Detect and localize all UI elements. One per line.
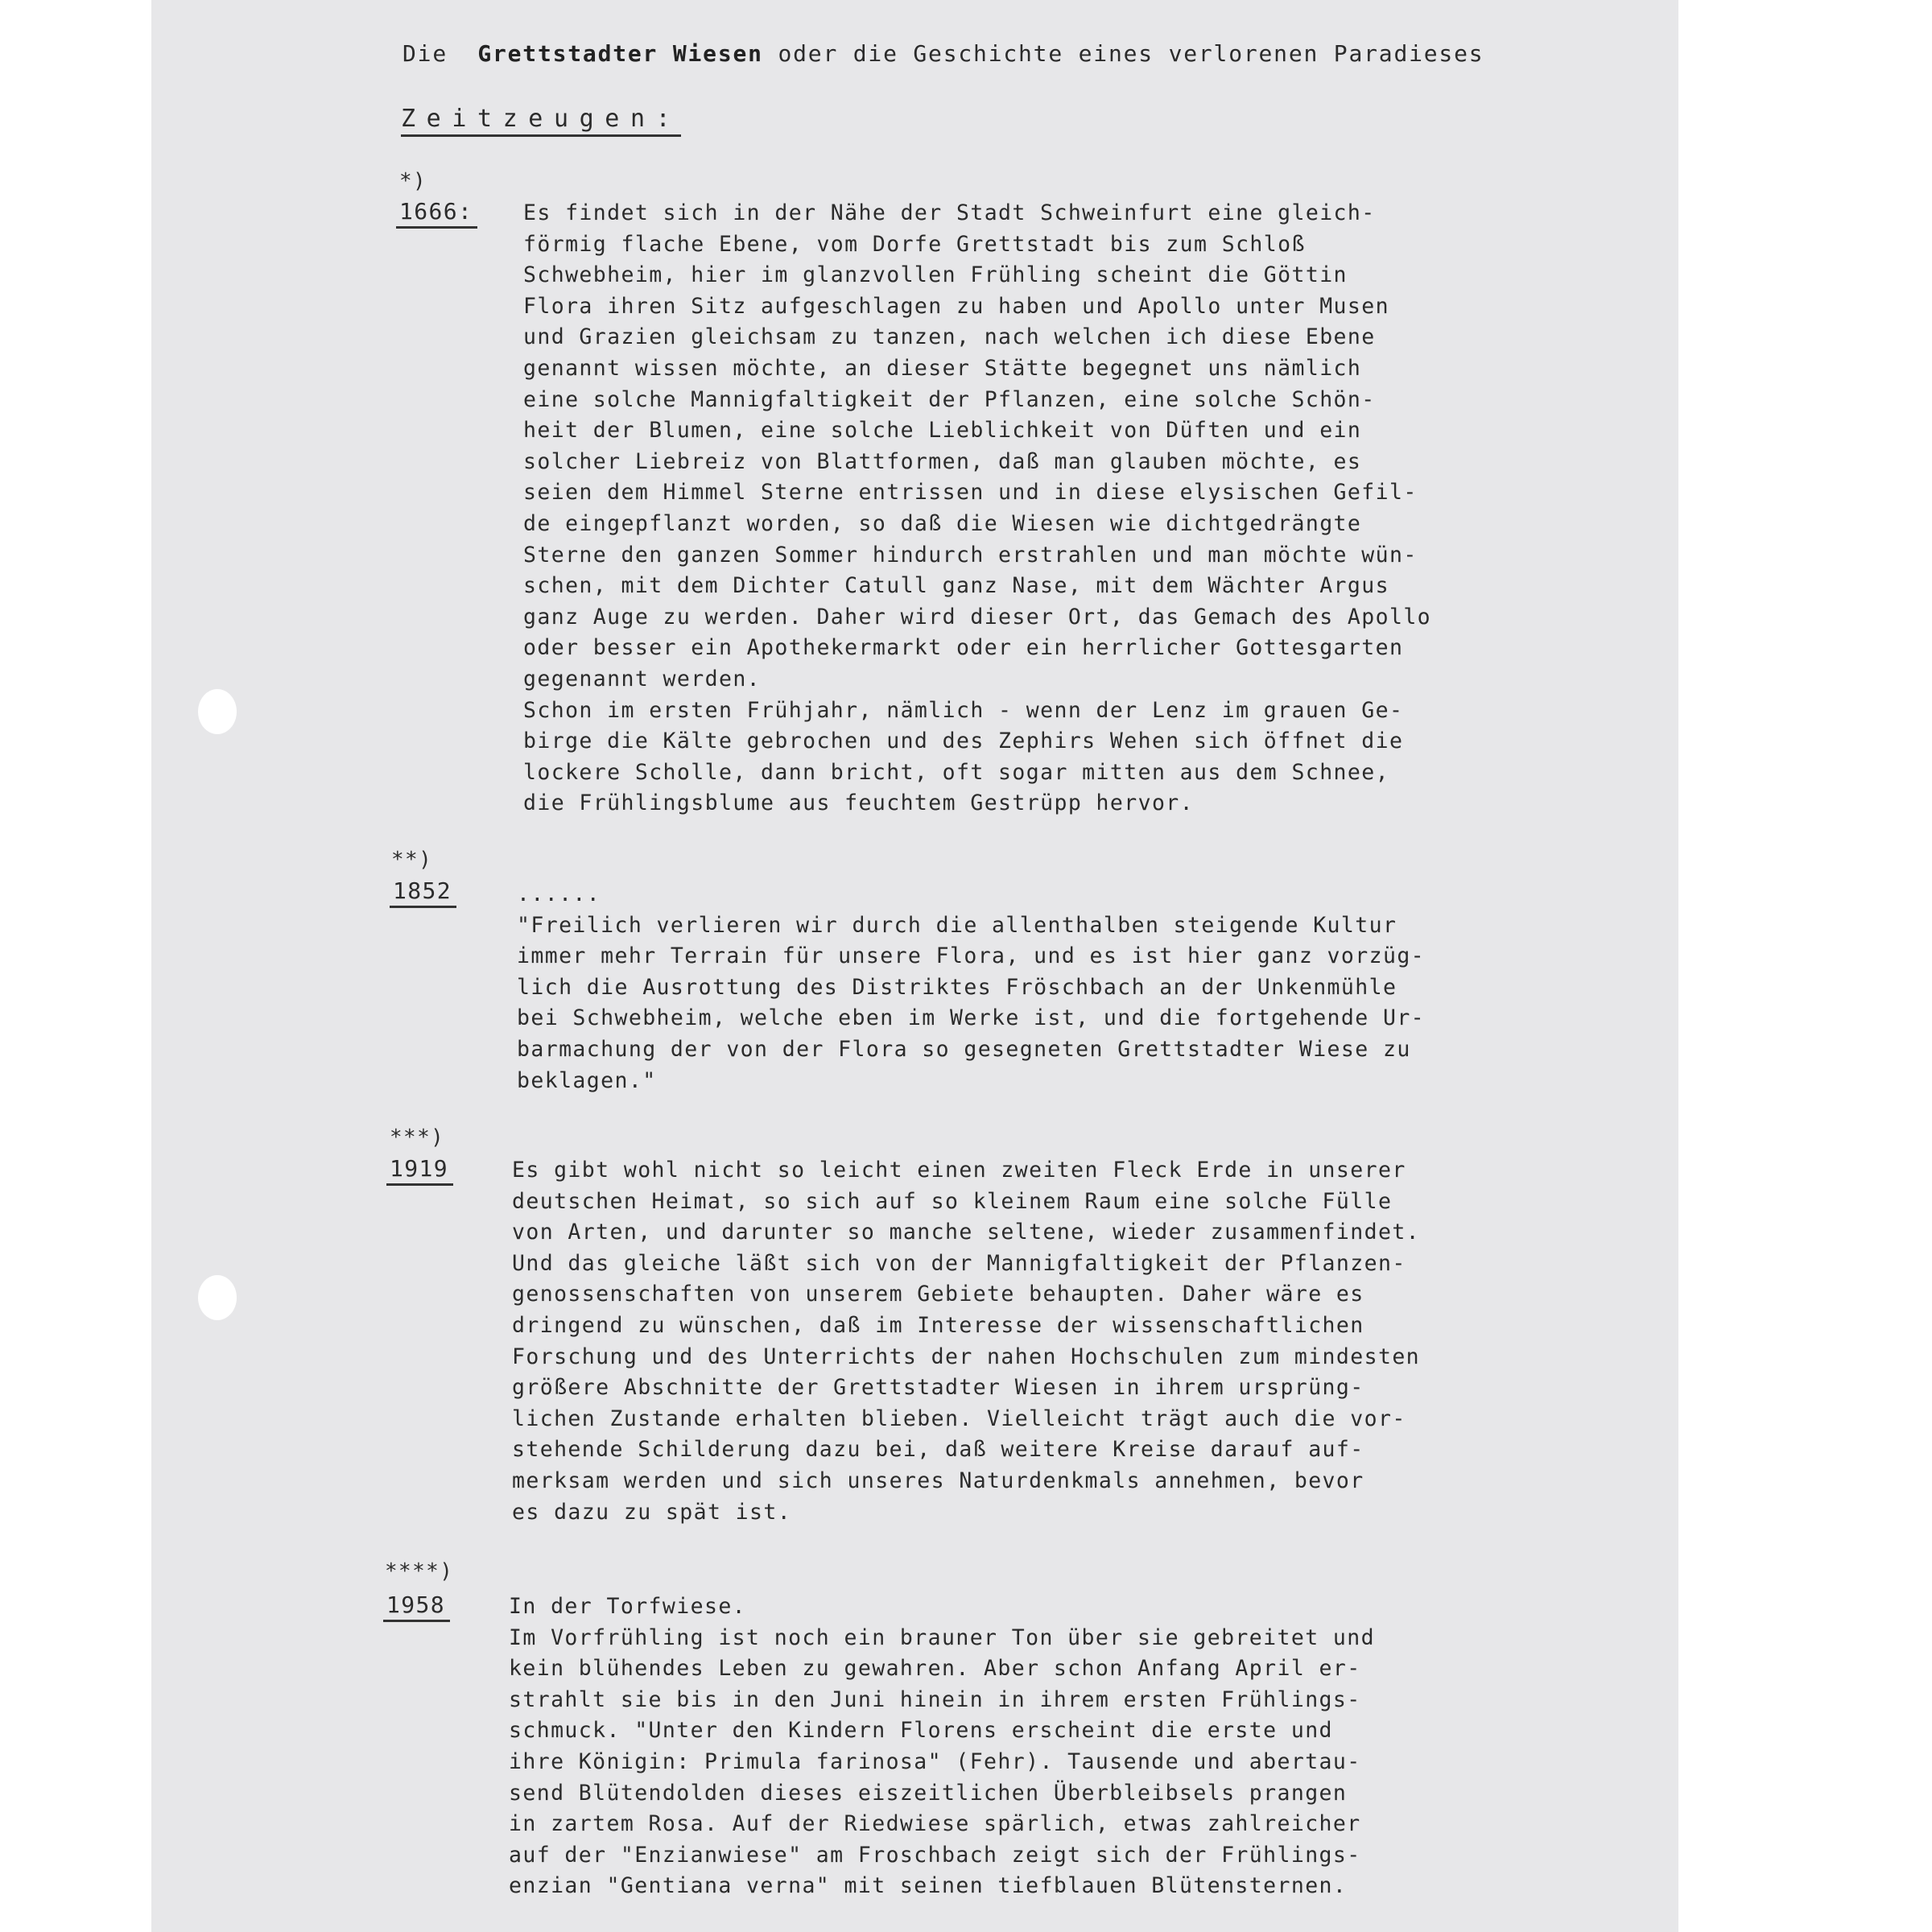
- entry-text: [512, 1155, 1420, 1528]
- text-line: merksam werden und sich unseres Naturdenkmals annehmen, bevor: [512, 1468, 1364, 1493]
- entry-text: [523, 198, 1431, 819]
- title-prefix: Die: [402, 40, 448, 67]
- entry-year: 1852: [390, 877, 456, 908]
- text-line: förmig flache Ebene, vom Dorfe Grettstadt bis zum Schloß: [523, 231, 1306, 257]
- title-suffix: oder die Geschichte eines verlorenen Paradieses: [778, 40, 1484, 67]
- punch-hole: [198, 1275, 237, 1320]
- text-line: Schwebheim, hier im glanzvollen Frühling scheint die Göttin: [523, 262, 1348, 288]
- title-bold: Grettstadter Wiesen: [477, 40, 763, 67]
- page-title: [402, 40, 1484, 67]
- text-line: Flora ihren Sitz aufgeschlagen zu haben und Apollo unter Musen: [523, 293, 1389, 319]
- footnote-marker: *): [399, 169, 427, 193]
- entry-year: 1666:: [396, 198, 477, 229]
- text-line: barmachung der von der Flora so gesegneten Grettstadter Wiese zu: [517, 1036, 1411, 1062]
- text-line: gegenannt werden.: [523, 666, 762, 691]
- footnote-marker: **): [391, 848, 433, 872]
- text-line: oder besser ein Apothekermarkt oder ein herrlicher Gottesgarten: [523, 635, 1404, 661]
- text-line: immer mehr Terrain für unsere Flora, und es ist hier ganz vorzüg-: [517, 943, 1426, 969]
- entry-text: [517, 879, 1425, 1096]
- punch-hole: [198, 689, 237, 734]
- text-line: Es gibt wohl nicht so leicht einen zweiten Fleck Erde in unserer: [512, 1158, 1406, 1183]
- text-line: ihre Königin: Primula farinosa" (Fehr). Tausende und abertau-: [509, 1748, 1361, 1774]
- text-line: in zartem Rosa. Auf der Riedwiese spärlich, etwas zahlreicher: [509, 1811, 1361, 1837]
- text-line: kein blühendes Leben zu gewahren. Aber schon Anfang April er-: [509, 1656, 1361, 1682]
- text-line: send Blütendolden dieses eiszeitlichen Überbleibsels prangen: [509, 1780, 1348, 1806]
- text-line: Schon im ersten Frühjahr, nämlich - wenn der Lenz im grauen Ge-: [523, 697, 1404, 723]
- text-line: "Freilich verlieren wir durch die allenthalben steigende Kultur: [517, 912, 1397, 938]
- document-page: [151, 0, 1678, 1932]
- text-line: strahlt sie bis in den Juni hinein in ihrem ersten Frühlings-: [509, 1686, 1361, 1712]
- text-line: es dazu zu spät ist.: [512, 1499, 792, 1525]
- text-line: Im Vorfrühling ist noch ein brauner Ton über sie gebreitet und: [509, 1624, 1375, 1650]
- text-line: enzian "Gentiana verna" mit seinen tiefblauen Blütensternen.: [509, 1873, 1348, 1899]
- text-line: von Arten, und darunter so manche seltene, wieder zusammenfindet.: [512, 1220, 1421, 1245]
- text-line: Und das gleiche läßt sich von der Mannigfaltigkeit der Pflanzen-: [512, 1250, 1406, 1276]
- text-line: die Frühlingsblume aus feuchtem Gestrüpp hervor.: [523, 791, 1195, 816]
- text-line: Es findet sich in der Nähe der Stadt Schweinfurt eine gleich-: [523, 200, 1376, 225]
- footnote-marker: ***): [390, 1125, 445, 1150]
- text-line: beklagen.": [517, 1067, 657, 1093]
- text-line: de eingepflanzt worden, so daß die Wiesen wie dichtgedrängte: [523, 510, 1362, 536]
- text-line: lich die Ausrottung des Distriktes Fröschbach an der Unkenmühle: [517, 974, 1397, 1000]
- text-line: lockere Scholle, dann bricht, oft sogar mitten aus dem Schnee,: [523, 759, 1389, 785]
- text-line: lichen Zustande erhalten blieben. Vielleicht trägt auch die vor-: [512, 1406, 1406, 1431]
- text-line: genannt wissen möchte, an dieser Stätte begegnet uns nämlich: [523, 355, 1362, 381]
- text-line: ganz Auge zu werden. Daher wird dieser Ort, das Gemach des Apollo: [523, 604, 1432, 630]
- text-line: auf der "Enzianwiese" am Froschbach zeigt sich der Frühlings-: [509, 1842, 1361, 1868]
- text-line: solcher Liebreiz von Blattformen, daß man glauben möchte, es: [523, 448, 1362, 474]
- text-line: dringend zu wünschen, daß im Interesse der wissenschaftlichen: [512, 1312, 1364, 1338]
- entry-year: 1958: [383, 1591, 450, 1622]
- text-line: Forschung und des Unterrichts der nahen Hochschulen zum mindesten: [512, 1344, 1421, 1369]
- text-line: heit der Blumen, eine solche Lieblichkeit von Düften und ein: [523, 418, 1362, 444]
- text-line: ......: [517, 881, 601, 906]
- text-line: stehende Schilderung dazu bei, daß weitere Kreise darauf auf-: [512, 1437, 1364, 1463]
- text-line: eine solche Mannigfaltigkeit der Pflanzen, eine solche Schön-: [523, 386, 1376, 412]
- text-line: genossenschaften von unserem Gebiete behaupten. Daher wäre es: [512, 1282, 1364, 1307]
- section-heading: Zeitzeugen:: [401, 105, 681, 137]
- footnote-marker: ****): [385, 1559, 454, 1583]
- text-line: deutschen Heimat, so sich auf so kleinem Raum eine solche Fülle: [512, 1188, 1393, 1214]
- text-line: schen, mit dem Dichter Catull ganz Nase, mit dem Wächter Argus: [523, 573, 1389, 599]
- entry-year: 1919: [386, 1155, 453, 1186]
- text-line: Sterne den ganzen Sommer hindurch erstrahlen und man möchte wün-: [523, 542, 1418, 568]
- text-line: birge die Kälte gebrochen und des Zephirs Wehen sich öffnet die: [523, 729, 1404, 754]
- text-line: bei Schwebheim, welche eben im Werke ist, und die fortgehende Ur-: [517, 1005, 1426, 1031]
- text-line: seien dem Himmel Sterne entrissen und in diese elysischen Gefil-: [523, 480, 1418, 506]
- text-line: größere Abschnitte der Grettstadter Wiesen in ihrem ursprüng-: [512, 1375, 1364, 1401]
- entry-text: [509, 1591, 1375, 1902]
- text-line: In der Torfwiese.: [509, 1594, 747, 1619]
- text-line: schmuck. "Unter den Kindern Florens erscheint die erste und: [509, 1718, 1333, 1744]
- text-line: und Grazien gleichsam zu tanzen, nach welchen ich diese Ebene: [523, 324, 1376, 350]
